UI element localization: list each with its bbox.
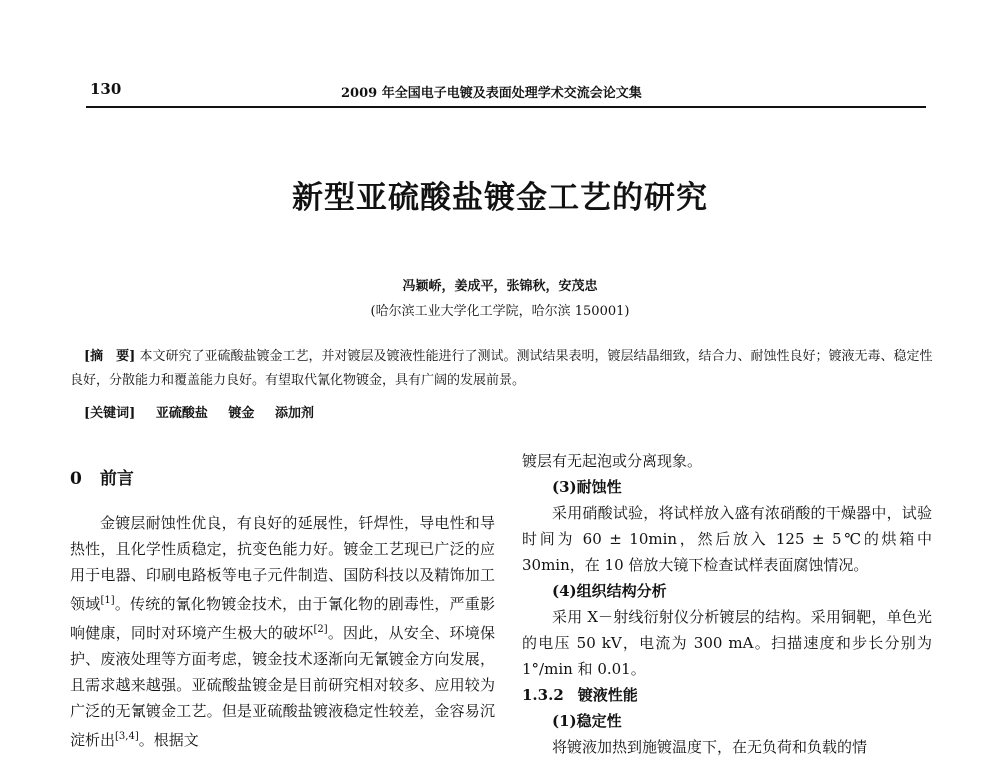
section-heading bbox=[70, 466, 495, 492]
corrosion-paragraph: 采用硝酸试验，将试样放入盛有浓硝酸的干燥器中，试验时间为 60 ± 10min，然后放入 125 ± 5℃的烘箱中 30min，在 10 倍放大镜下检查试样表面腐蚀情况。 bbox=[522, 504, 932, 574]
section-number: 0 bbox=[70, 469, 82, 489]
keywords bbox=[84, 402, 330, 421]
item-heading-structure: (4)组织结构分析 bbox=[552, 582, 667, 600]
paper-title: 新型亚硫酸盐镀金工艺的研究 bbox=[292, 180, 708, 216]
stability-paragraph: 将镀液加热到施镀温度下，在无负荷和负载的情 bbox=[552, 738, 868, 756]
affiliation: (哈尔滨工业大学化工学院，哈尔滨 150001) bbox=[370, 304, 630, 319]
right-column bbox=[522, 448, 932, 760]
intro-text-3: 。因此，从安全、环境保护、废液处理等方面考虑，镀金技术逐渐向无氰镀金方向发展，且需求越来越强。亚硫酸盐镀金是目前研究相对较多、应用较为广泛的无氰镀金工艺。但是亚硫酸盐镀液稳定性较差，金容易沉淀析出 bbox=[70, 624, 495, 749]
keyword-item: 亚硫酸盐 bbox=[155, 406, 208, 421]
abstract bbox=[70, 345, 934, 393]
structure-paragraph: 采用 X－射线衍射仪分析镀层的结构。采用铜靶，单色光的电压 50 kV，电流为 300 mA。扫描速度和步长分别为 1°/min 和 0.01。 bbox=[522, 608, 932, 678]
subsection-title: 镀液性能 bbox=[577, 686, 638, 704]
intro-text-2: 。传统的氰化物镀金技术，由于氰化物的剧毒性，严重影响健康，同时对环境产生极大的破坏 bbox=[70, 595, 495, 642]
citation: [2] bbox=[313, 624, 328, 635]
intro-paragraph bbox=[70, 510, 495, 753]
abstract-label: [摘 要] bbox=[84, 349, 136, 364]
citation: [3,4] bbox=[115, 731, 139, 742]
keywords-label: [关键词] bbox=[84, 406, 136, 421]
item-heading-corrosion: (3)耐蚀性 bbox=[552, 478, 622, 496]
subsection-heading bbox=[522, 682, 932, 708]
citation: [1] bbox=[100, 595, 115, 606]
continued-text: 镀层有无起泡或分离现象。 bbox=[522, 452, 703, 470]
intro-text-1: 金镀层耐蚀性优良，有良好的延展性，钎焊性，导电性和导热性，且化学性质稳定，抗变色能力好。镀金工艺现已广泛的应用于电器、印刷电路板等电子元件制造、国防科技以及精饰加工领域 bbox=[70, 514, 495, 613]
authors: 冯颖峤，姜成平，张锦秋，安茂忠 bbox=[402, 279, 598, 294]
intro-text-4: 。根据文 bbox=[138, 731, 199, 749]
keyword-item: 镀金 bbox=[228, 406, 255, 421]
keyword-item: 添加剂 bbox=[274, 406, 314, 421]
abstract-text: 本文研究了亚硫酸盐镀金工艺，并对镀层及镀液性能进行了测试。测试结果表明，镀层结晶细致，结合力、耐蚀性良好；镀液无毒、稳定性良好，分散能力和覆盖能力良好。有望取代氰化物镀金，具有广阔的发展前景。 bbox=[70, 349, 933, 388]
section-title: 前言 bbox=[99, 469, 134, 489]
left-column bbox=[70, 456, 495, 753]
subsection-number: 1.3.2 bbox=[522, 686, 564, 704]
running-title: 2009 年全国电子电镀及表面处理学术交流会论文集 bbox=[341, 86, 642, 101]
page-number: 130 bbox=[90, 80, 122, 98]
page-header bbox=[86, 78, 926, 108]
item-heading-stability: (1)稳定性 bbox=[552, 712, 622, 730]
